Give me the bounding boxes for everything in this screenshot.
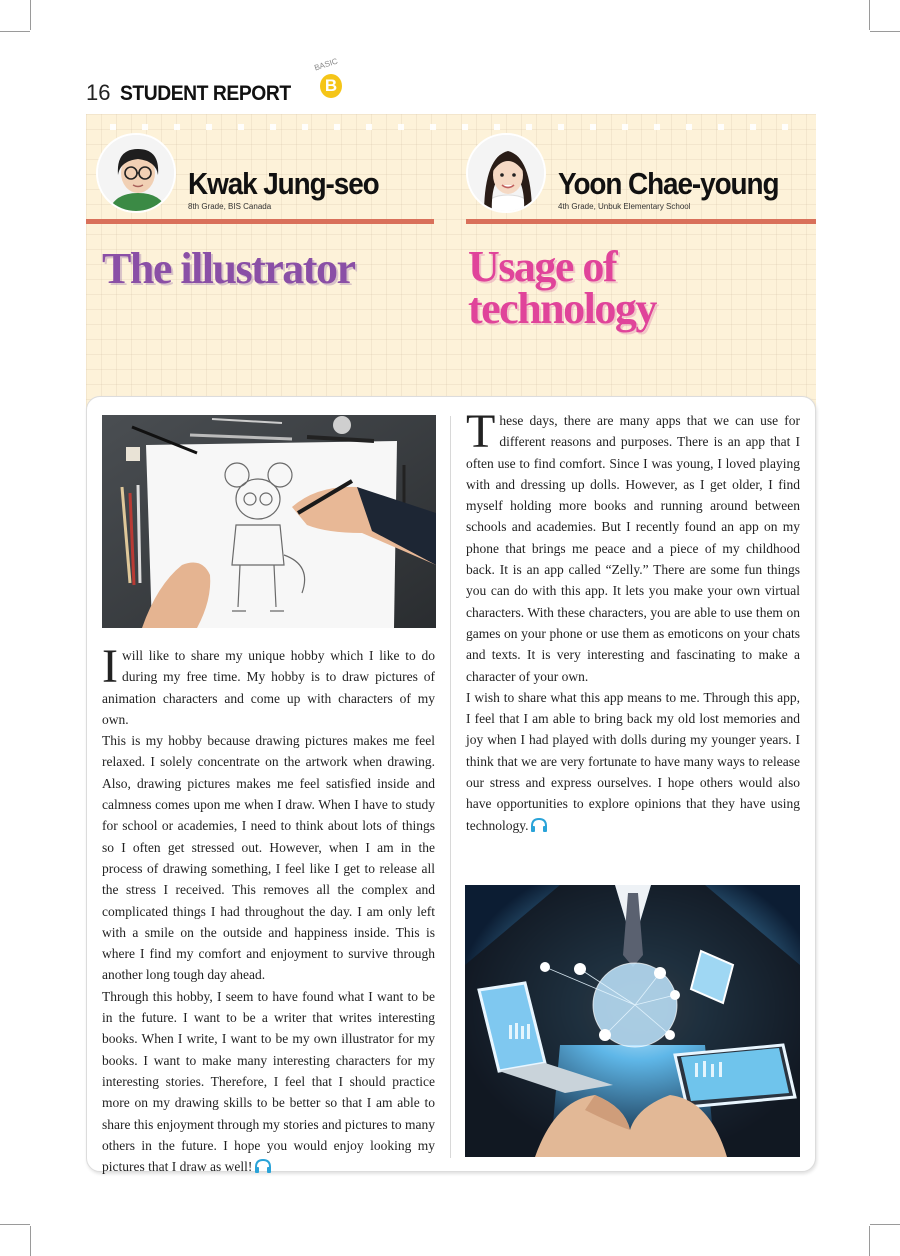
crop-mark bbox=[870, 1224, 900, 1225]
page-header bbox=[86, 56, 352, 105]
paragraph-text: hese days, there are many apps that we can use for different reasons and purposes. There is an app that I often use to find comfort. Since I was young, I loved playing with and dressing up dolls. However, as I get older, I find myself holding more books and running around between schools and academies. But I recently found an app on my phone that brings me peace and a piece of my childhood back. It is an app called “Zelly.” There are some fun things you can do with this app. It lets you make your own virtual characters. With these characters, you are able to use them on games on your phone or use them as emoticons on your chats and texts. It is very interesting and fascinating to make a character of your own. bbox=[466, 413, 800, 684]
article-title-right: Usage of technology bbox=[468, 242, 656, 333]
paragraph bbox=[466, 687, 800, 836]
avatar bbox=[96, 133, 176, 213]
drop-cap: T bbox=[466, 405, 496, 458]
author-rule bbox=[466, 219, 816, 224]
paragraph-text: Through this hobby, I seem to have found what I want to be in the future. I want to be a writer that writes interesting books. When I write, I want to be my own illustrator for my books. I want to make many interesting characters for my interesting stories. Therefore, I feel that I should practice more on my drawing skills to be better so that I am able to share this enjoyment through my stories and pictures to many others in the future. I hope you would enjoy looking my pictures that I draw as well! bbox=[102, 988, 435, 1175]
level-letter: B bbox=[320, 74, 342, 98]
avatar bbox=[466, 133, 546, 213]
paragraph: This is my hobby because drawing pictures makes me feel relaxed. I solely concentrate on the artwork when drawing. Also, drawing pictures makes me feel satisfied inside and calmness comes upon me when I draw. When I have to study for school or academies, I need to think about lots of things so I often get stressed out. However, when I am in the process of drawing something, I feel like I get to release all the stress I received. This removes all the complex and complicated things I had throughout the day. I am only left with a smile on the outside and happiness inside. This is where I find my comfort and enjoyment to survive through another long tough day ahead. bbox=[102, 733, 435, 983]
author-left bbox=[96, 133, 436, 213]
crop-mark bbox=[30, 1226, 31, 1256]
article-title-left: The illustrator bbox=[102, 244, 355, 293]
crop-mark bbox=[869, 0, 870, 30]
author-right bbox=[466, 133, 806, 213]
crop-mark bbox=[0, 1224, 30, 1225]
crop-mark bbox=[870, 31, 900, 32]
author-grade: 8th Grade, BIS Canada bbox=[188, 202, 272, 211]
crop-mark bbox=[0, 31, 30, 32]
level-word: BASIC bbox=[313, 56, 339, 73]
drop-cap: I bbox=[102, 640, 118, 693]
author-rule bbox=[86, 219, 434, 224]
author-name: Yoon Chae-young bbox=[558, 166, 779, 201]
technology-photo bbox=[465, 885, 800, 1157]
paragraph bbox=[466, 405, 800, 687]
crop-mark bbox=[30, 0, 31, 30]
headphones-icon bbox=[530, 818, 548, 832]
crop-mark bbox=[869, 1226, 870, 1256]
author-name: Kwak Jung-seo bbox=[188, 166, 379, 201]
article-body-right bbox=[466, 405, 800, 836]
paragraph bbox=[102, 986, 435, 1178]
paragraph-text: will like to share my unique hobby which I like to do during my free time. My hobby is to draw pictures of animation characters and come up with characters of my own. bbox=[102, 648, 435, 727]
section-title: STUDENT REPORT bbox=[120, 82, 292, 105]
author-grade: 4th Grade, Unbuk Elementary School bbox=[558, 202, 691, 211]
article-body-left bbox=[102, 640, 435, 1177]
level-badge bbox=[312, 56, 352, 104]
column-divider bbox=[450, 416, 451, 1158]
paragraph-text: I wish to share what this app means to me. Through this app, I feel that I am able to bring back my old lost memories and joy when I had played with dolls during my younger years. I think that we are very fortunate to have many ways to release our stress and express ourselves. I hope others would also have opportunities to explore opinions that they have using technology. bbox=[466, 689, 800, 833]
drawing-photo bbox=[102, 415, 436, 628]
paragraph bbox=[102, 640, 435, 730]
headphones-icon bbox=[254, 1159, 272, 1173]
page-number: 16 bbox=[86, 80, 111, 105]
